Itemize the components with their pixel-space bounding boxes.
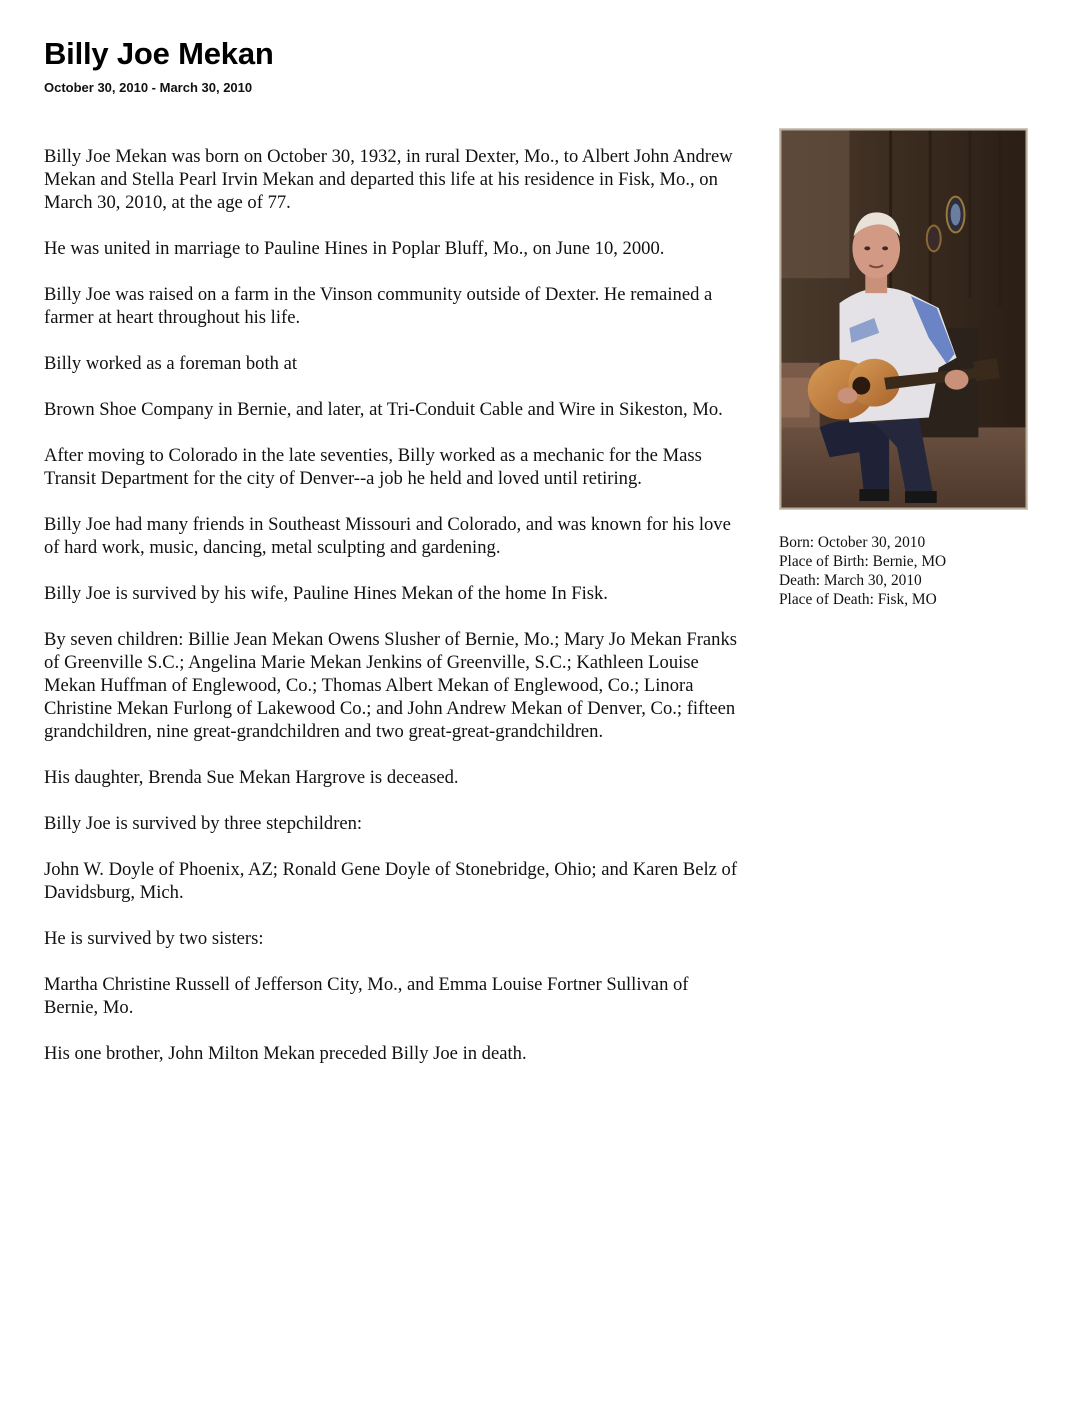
paragraph-stepchildren: John W. Doyle of Phoenix, AZ; Ronald Gene Doyle of Stonebridge, Ohio; and Karen Belz of Davidsburg, Mich. <box>44 859 738 903</box>
vital-facts <box>779 533 946 609</box>
paragraph-children: By seven children: Billie Jean Mekan Owens Slusher of Bernie, Mo.; Mary Jo Mekan Franks of Greenville S.C.; Angelina Marie Mekan Jenkins of Greenville, S.C.; Kathleen Louise Mekan Huffman of Englewood, Co.; Thomas Albert Mekan of Englewood, Co.; Linora Christine Mekan Furlong of Lakewood Co.; and John Andrew Mekan of Denver, Co.; fifteen grandchildren, nine great-grandchildren and two great-great-grandchildren. <box>44 629 738 742</box>
paragraph-foreman: Billy worked as a foreman both at <box>44 353 298 374</box>
portrait-photo <box>779 128 1028 510</box>
portrait-illustration <box>780 129 1027 509</box>
paragraph-employers: Brown Shoe Company in Bernie, and later, at Tri-Conduit Cable and Wire in Sikeston, Mo. <box>44 399 723 420</box>
paragraph-sisters: Martha Christine Russell of Jefferson City, Mo., and Emma Louise Fortner Sullivan of Bernie, Mo. <box>44 974 689 1018</box>
paragraph-wife: Billy Joe is survived by his wife, Pauline Hines Mekan of the home In Fisk. <box>44 583 608 604</box>
page-title: Billy Joe Mekan <box>44 36 274 71</box>
paragraph-stepchildren-intro: Billy Joe is survived by three stepchildren: <box>44 813 363 834</box>
life-dates: October 30, 2010 - March 30, 2010 <box>44 80 253 95</box>
death-fact: Death: March 30, 2010 <box>779 572 922 589</box>
paragraph-daughter: His daughter, Brenda Sue Mekan Hargrove is deceased. <box>44 767 459 788</box>
paragraph-sisters-intro: He is survived by two sisters: <box>44 928 264 949</box>
paragraph-birth: Billy Joe Mekan was born on October 30, 1932, in rural Dexter, Mo., to Albert John Andrew Mekan and Stella Pearl Irvin Mekan and departed this life at his residence in Fisk, Mo., on March 30, 2010, at the age of 77. <box>44 146 733 213</box>
paragraph-colorado: After moving to Colorado in the late seventies, Billy worked as a mechanic for the Mass Transit Department for the city of Denver--a job he held and loved until retiring. <box>44 445 702 489</box>
paragraph-farm: Billy Joe was raised on a farm in the Vinson community outside of Dexter. He remained a farmer at heart throughout his life. <box>44 284 713 328</box>
obituary-body <box>44 145 744 1088</box>
paragraph-brother: His one brother, John Milton Mekan preceded Billy Joe in death. <box>44 1043 527 1064</box>
place-of-death-fact: Place of Death: Fisk, MO <box>779 591 937 608</box>
born-fact: Born: October 30, 2010 <box>779 534 926 551</box>
paragraph-marriage: He was united in marriage to Pauline Hines in Poplar Bluff, Mo., on June 10, 2000. <box>44 238 665 259</box>
paragraph-friends: Billy Joe had many friends in Southeast Missouri and Colorado, and was known for his love of hard work, music, dancing, metal sculpting and gardening. <box>44 514 731 558</box>
place-of-birth-fact: Place of Birth: Bernie, MO <box>779 553 947 570</box>
